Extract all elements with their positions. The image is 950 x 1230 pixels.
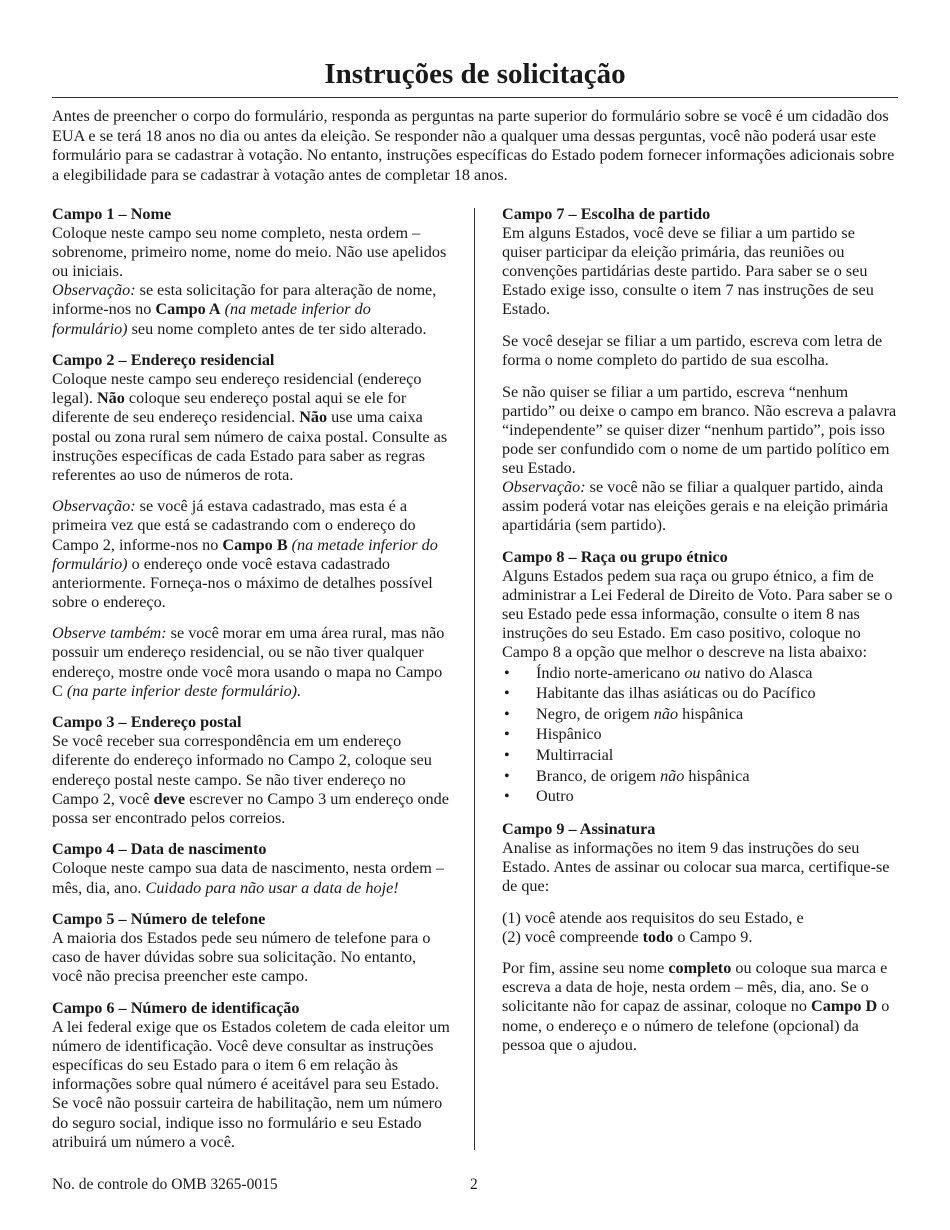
campo3-bold: deve xyxy=(153,789,186,808)
campo8-text: Alguns Estados pedem sua raça ou grupo étnico, a fim de administrar a Lei Federal de Direito de Voto. Para saber se o seu Estado pede essa informação, consulte o item 8 nas instruções do seu Estado. Em caso positivo, coloque no Campo 8 a opção que melhor o descreve na lista abaixo: xyxy=(502,567,893,662)
campo1-text: Coloque neste campo seu nome completo, nesta ordem – sobrenome, primeiro nome, nome do meio. Não use apelidos ou iniciais. xyxy=(52,224,447,281)
campo3-text: Se você receber sua correspondência em um endereço diferente do endereço informado no Campo 2, coloque seu endereço postal neste campo. Se não tiver endereço no Campo 2, você xyxy=(52,732,432,808)
campo9-bold: completo xyxy=(668,959,732,978)
campo9-section xyxy=(502,820,898,896)
bullet-icon: • xyxy=(504,745,510,764)
list-item-text: hispânica xyxy=(684,766,750,785)
campo2-observation-2 xyxy=(52,624,450,700)
page-number: 2 xyxy=(470,1176,478,1193)
list-item-text: Outro xyxy=(536,787,574,806)
campo9-requirement-2-end: o Campo 9. xyxy=(673,927,753,946)
campo3-text2: escrever no Campo 3 um endereço onde possa ser encontrado pelos correios. xyxy=(52,789,449,827)
list-item-text: Índio norte-americano xyxy=(536,663,685,682)
list-item xyxy=(502,683,898,704)
bullet-icon: • xyxy=(504,725,510,744)
campo1-obs-text2: seu nome completo antes de ter sido alterado. xyxy=(127,319,427,338)
campo4-section xyxy=(52,840,450,897)
campo4-text: Coloque neste campo sua data de nascimento, nesta ordem – mês, dia, ano. xyxy=(52,859,444,897)
campo1-obs-bold: Campo A xyxy=(155,300,221,319)
campo2-obs-text: se você já estava cadastrado, mas esta é a primeira vez que está se cadastrando com o endereço do Campo 2, informe-nos no xyxy=(52,497,416,554)
campo2-observation xyxy=(52,497,450,612)
campo7-obs-label: Observação: xyxy=(502,478,586,497)
campo6-section xyxy=(52,999,450,1152)
campo1-obs-label: Observação: xyxy=(52,281,136,300)
campo4-heading: Campo 4 – Data de nascimento xyxy=(52,840,267,859)
campo3-heading: Campo 3 – Endereço postal xyxy=(52,713,242,732)
campo5-section xyxy=(52,910,450,986)
list-item xyxy=(502,724,898,745)
campo7-text3: Se não quiser se filiar a um partido, escreva “nenhum partido” ou deixe o campo em branco. Não escreva a palavra “independente” se quiser dizer “nenhum partido”, pois isso pode ser confundido com o nome de um partido político em seu Estado. xyxy=(502,382,897,478)
list-item-italic: ou xyxy=(684,663,701,682)
list-item-text: Branco, de origem xyxy=(536,766,661,785)
campo3-section xyxy=(52,713,450,828)
list-item xyxy=(502,704,898,725)
list-item-text: hispânica xyxy=(678,704,744,723)
campo9-text: Analise as informações no item 9 das instruções do seu Estado. Antes de assinar ou colocar sua marca, certifique-se de que: xyxy=(502,838,890,895)
list-item-italic: não xyxy=(660,766,685,785)
left-column xyxy=(52,205,450,1164)
list-item xyxy=(502,745,898,766)
campo5-text: A maioria dos Estados pede seu número de telefone para o caso de haver dúvidas sobre sua solicitação. No entanto, você não precisa preencher este campo. xyxy=(52,929,431,986)
campo2-obs2-label: Observe também: xyxy=(52,624,167,643)
campo2-heading: Campo 2 – Endereço residencial xyxy=(52,351,275,370)
omb-control-number: No. de controle do OMB 3265-0015 xyxy=(52,1176,278,1193)
list-item-text: Negro, de origem xyxy=(536,704,654,723)
campo2-text: coloque seu endereço postal aqui se ele for diferente de seu endereço residencial. xyxy=(52,389,407,427)
campo1-heading: Campo 1 – Nome xyxy=(52,205,172,223)
column-divider xyxy=(474,208,475,1150)
campo9-text: o nome, o endereço e o número de telefone (opcional) da pessoa que o ajudou. xyxy=(502,997,890,1054)
campo2-obs-italic: (na metade inferior do formulário) xyxy=(52,535,438,573)
campo6-text: A lei federal exige que os Estados coletem de cada eleitor um número de identificação. Você deve consultar as instruções específicas do seu Estado para o item 6 em relação às informações sobre qual número é aceitável para seu Estado. Se você não possuir carteira de habilitação, nem um número do seguro social, indique isso no formulário e seu Estado atribuirá um número a você. xyxy=(52,1018,450,1151)
campo2-obs2-text: se você morar em uma área rural, mas não possuir um endereço residencial, ou se não tiver qualquer endereço, mostre onde você mora usando o mapa no Campo C xyxy=(52,624,445,700)
campo9-text: Por fim, assine seu nome xyxy=(502,959,669,978)
list-item-text: Multirracial xyxy=(536,745,614,764)
campo4-italic: Cuidado para não usar a data de hoje! xyxy=(145,878,399,897)
list-item-text: Habitante das ilhas asiáticas ou do Pacífico xyxy=(536,684,816,703)
bullet-icon: • xyxy=(504,684,510,703)
bullet-icon: • xyxy=(504,704,510,723)
campo7-obs-text: se você não se filiar a qualquer partido, ainda assim poderá votar nas eleições gerais e na eleição primária apartidária (sem partido). xyxy=(502,478,889,535)
list-item-italic: não xyxy=(653,704,679,723)
list-item xyxy=(502,663,898,684)
campo2-obs-label: Observação: xyxy=(52,497,136,516)
campo9-heading: Campo 9 – Assinatura xyxy=(502,819,656,838)
campo1-section xyxy=(52,205,450,339)
campo1-obs-italic: (na metade inferior do formulário) xyxy=(52,300,371,338)
campo9-requirements xyxy=(502,909,898,947)
bullet-icon: • xyxy=(504,787,510,806)
campo2-section xyxy=(52,351,450,485)
campo7-heading: Campo 7 – Escolha de partido xyxy=(502,205,711,223)
campo9-signature-paragraph xyxy=(502,959,898,1054)
campo2-obs2-italic: (na parte inferior deste formulário). xyxy=(66,681,302,700)
campo7-paragraph-3 xyxy=(502,383,898,536)
campo2-obs-text2: o endereço onde você estava cadastrado anteriormente. Forneça-nos o máximo de detalhes possível sobre o endereço. xyxy=(52,554,433,611)
list-item-text: nativo do Alasca xyxy=(700,663,813,682)
campo7-text: Em alguns Estados, você deve se filiar a um partido se quiser participar da eleição primária, das reuniões ou convenções partidárias deste partido. Para saber se o seu Estado exige isso, consulte o item 7 nas instruções de seu Estado. xyxy=(502,224,874,319)
campo7-paragraph-2: Se você desejar se filiar a um partido, escreva com letra de forma o nome completo do partido de sua escolha. xyxy=(502,332,883,370)
campo9-requirement-2: (2) você compreende xyxy=(502,927,643,946)
list-item xyxy=(502,786,898,807)
campo5-heading: Campo 5 – Número de telefone xyxy=(52,910,266,929)
campo9-bold: Campo D xyxy=(811,997,878,1016)
campo2-text: use uma caixa postal ou zona rural sem número de caixa postal. Consulte as instruções específicas de cada Estado para saber as regras referentes ao uso de números de rota. xyxy=(52,408,448,484)
campo2-text: Coloque neste campo seu endereço residencial (endereço legal). xyxy=(52,370,422,408)
document-page xyxy=(52,0,898,1230)
campo6-heading: Campo 6 – Número de identificação xyxy=(52,998,300,1017)
campo1-obs-text: se esta solicitação for para alteração de nome, informe-nos no xyxy=(52,281,437,319)
campo2-obs-bold: Campo B xyxy=(222,535,288,554)
ethnic-group-list xyxy=(502,663,898,807)
campo2-bold: Não xyxy=(299,408,328,427)
list-item xyxy=(502,766,898,787)
campo7-section xyxy=(502,205,898,320)
right-column xyxy=(502,205,898,1067)
bullet-icon: • xyxy=(504,766,510,785)
campo9-bold: todo xyxy=(642,927,674,946)
bullet-icon: • xyxy=(504,663,510,682)
intro-paragraph: Antes de preencher o corpo do formulário, responda as perguntas na parte superior do formulário sobre se você é um cidadão dos EUA e se terá 18 anos no dia ou antes da eleição. Se responder não a qualquer uma dessas perguntas, você não poderá usar este formulário para se cadastrar à votação. No entanto, instruções específicas do Estado podem fornecer informações adicionais sobre a elegibilidade para se cadastrar à votação antes de completar 18 anos. xyxy=(52,107,895,184)
campo9-text: ou coloque sua marca e escreva a data de hoje, nesta ordem – mês, dia, ano. Se o solicitante não for capaz de assinar, coloque no xyxy=(502,959,888,1016)
campo8-section xyxy=(502,548,898,663)
title-rule xyxy=(52,97,898,98)
campo2-bold: Não xyxy=(96,389,125,408)
campo9-requirement-1: (1) você atende aos requisitos do seu Estado, e xyxy=(502,908,804,927)
list-item-text: Hispânico xyxy=(536,725,602,744)
page-title: Instruções de solicitação xyxy=(324,58,626,90)
campo8-heading: Campo 8 – Raça ou grupo étnico xyxy=(502,548,728,566)
